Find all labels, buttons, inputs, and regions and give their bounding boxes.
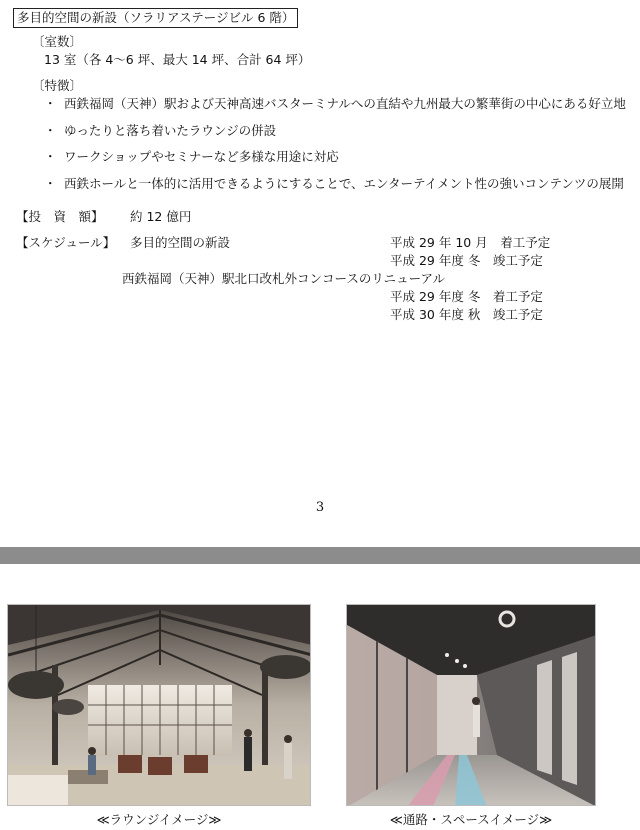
schedule-label: 【スケジュール】 (16, 235, 116, 250)
feature-text: ゆったりと落ち着いたラウンジの併設 (64, 123, 277, 138)
feature-text: 西鉄ホールと一体的に活用できるようにすることで、エンターテイメント性の強いコンテンツの展開 (64, 176, 624, 191)
feature-item (44, 176, 624, 192)
investment-value: 約 12 億円 (130, 209, 192, 224)
rooms-heading: 〔室数〕 (32, 34, 83, 49)
page-divider (0, 547, 640, 564)
feature-item (44, 96, 626, 112)
rooms-value: 13 室（各 4～6 坪、最大 14 坪、合計 64 坪） (44, 52, 311, 67)
features-heading: 〔特徴〕 (32, 78, 83, 93)
bullet-mark: ・ (44, 96, 57, 111)
feature-text: 西鉄福岡（天神）駅および天神高速バスターミナルへの直結や九州最大の繁華街の中心にある好立地 (64, 96, 626, 111)
schedule-date: 平成 29 年度 冬 竣工予定 (390, 253, 543, 268)
schedule-project-2: 西鉄福岡（天神）駅北口改札外コンコースのリニューアル (122, 271, 446, 286)
schedule-project-1: 多目的空間の新設 (130, 235, 231, 250)
bullet-mark: ・ (44, 176, 57, 191)
corridor-image (346, 604, 596, 806)
schedule-date: 平成 29 年 10 月 着工予定 (390, 235, 551, 250)
investment-label: 【投 資 額】 (16, 209, 104, 224)
bullet-mark: ・ (44, 123, 57, 138)
feature-text: ワークショップやセミナーなど多様な用途に対応 (64, 149, 339, 164)
corridor-image-caption: ≪通路・スペースイメージ≫ (389, 812, 553, 827)
bullet-mark: ・ (44, 149, 57, 164)
schedule-date: 平成 30 年度 秋 竣工予定 (390, 307, 543, 322)
page-number: 3 (315, 500, 325, 515)
lounge-image (7, 604, 311, 806)
lounge-image-caption: ≪ラウンジイメージ≫ (96, 812, 222, 827)
section-title: 多目的空間の新設（ソラリアステージビル 6 階） (13, 8, 298, 28)
feature-item (44, 123, 276, 139)
schedule-date: 平成 29 年度 冬 着工予定 (390, 289, 543, 304)
feature-item (44, 149, 339, 165)
